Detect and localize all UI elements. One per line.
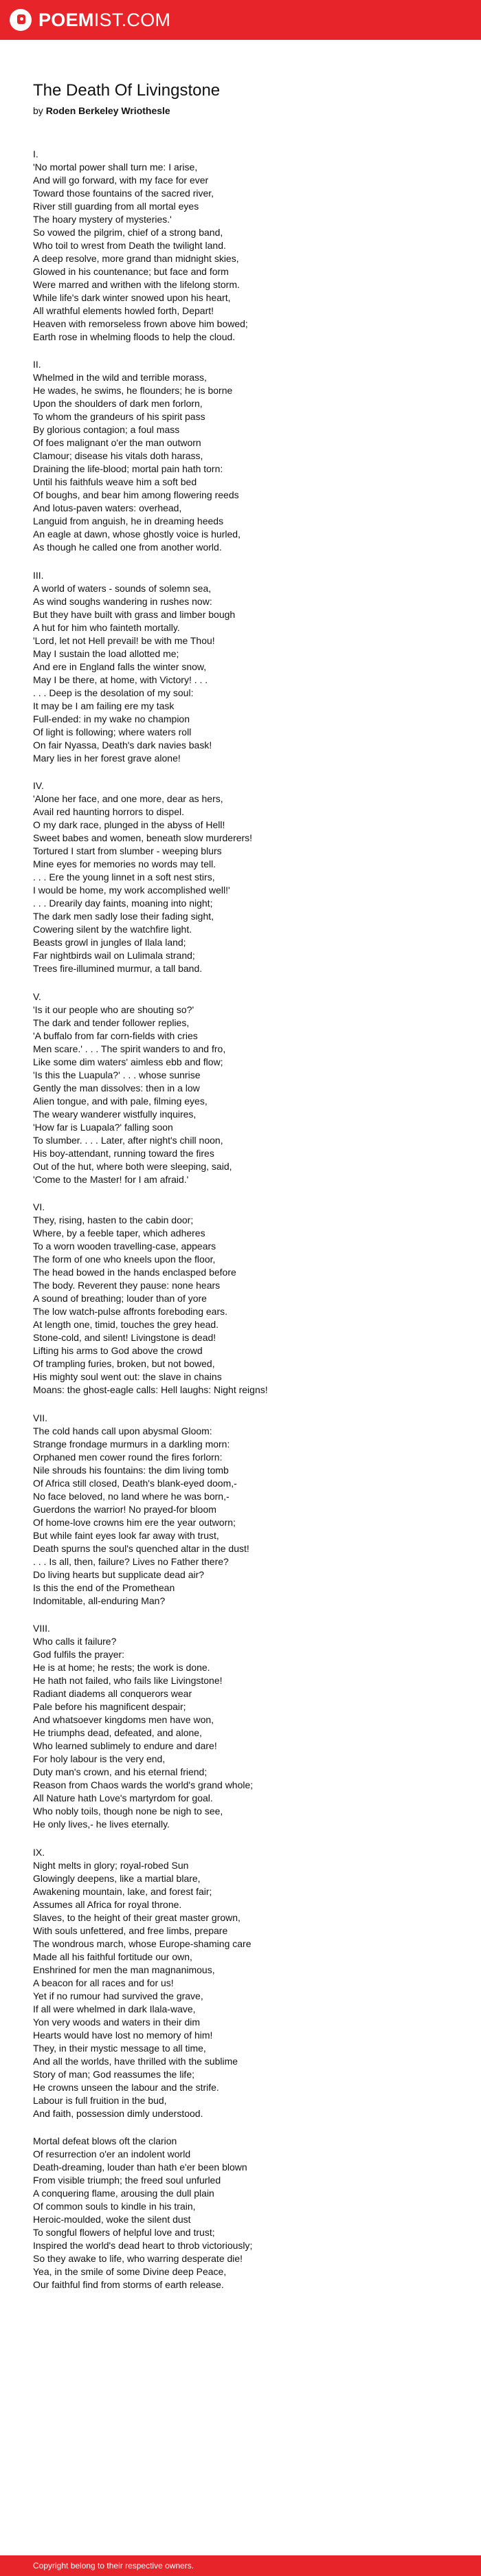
poem-line: For holy labour is the very end, — [33, 1753, 166, 1765]
stanza — [33, 779, 448, 975]
poem-line: And all the worlds, have thrilled with the sublime — [33, 2055, 238, 2067]
poem-line: So vowed the pilgrim, chief of a strong band, — [33, 226, 223, 238]
poem-line: As though he called one from another world. — [33, 542, 222, 553]
stanza-heading: VIII. — [33, 1623, 50, 1634]
poem-line: At length one, timid, touches the grey head. — [33, 1319, 219, 1331]
poem-line: He is at home; he rests; the work is done. — [33, 1662, 210, 1674]
poem-line: Of Africa still closed, Death's blank-eyed doom,- — [33, 1477, 237, 1489]
poem-line: Yet if no rumour had survived the grave, — [33, 1990, 203, 2001]
poem-line: Toward those fountains of the sacred river, — [33, 187, 214, 199]
poem-line: Until his faithfuls weave him a soft bed — [33, 476, 197, 488]
poem-line: No face beloved, no land where he was born,- — [33, 1490, 230, 1502]
poem-line: 'Alone her face, and one more, dear as hers, — [33, 793, 223, 805]
poem-line: But while faint eyes look far away with trust, — [33, 1529, 219, 1541]
poem-line: A deep resolve, more grand than midnight skies, — [33, 252, 239, 264]
poem-line: And ere in England falls the winter snow, — [33, 660, 207, 672]
stanza — [33, 1412, 448, 1608]
poem-line: Out of the hut, where both were sleeping, said, — [33, 1160, 232, 1172]
poem-line: It may be I am failing ere my task — [33, 700, 175, 711]
poem-line: Where, by a feeble taper, which adheres — [33, 1228, 205, 1239]
poem-line: May I be there, at home, with Victory! . . . — [33, 674, 208, 685]
poem-line: Enshrined for men the man magnanimous, — [33, 1964, 215, 1975]
poem-line: The hoary mystery of mysteries.' — [33, 213, 172, 225]
poem-line: Strange frondage murmurs in a darkling morn: — [33, 1438, 230, 1450]
poem-line: Heaven with remorseless frown above him bowed; — [33, 318, 248, 329]
poem-line: Full-ended: in my wake no champion — [33, 713, 190, 724]
poem-line: Night melts in glory; royal-robed Sun — [33, 1859, 189, 1871]
poem-line: Inspired the world's dead heart to throb victoriously; — [33, 2240, 253, 2252]
poem-line: Do living hearts but supplicate dead air? — [33, 1568, 205, 1580]
poem-line: Death-dreaming, louder than hath e'er been blown — [33, 2162, 247, 2173]
poem-line: To songful flowers of helpful love and trust; — [33, 2227, 215, 2239]
byline-prefix: by — [33, 104, 43, 116]
poem-line: . . . Ere the young linnet in a soft nest stirs, — [33, 871, 215, 883]
poem-line: 'How far is Luapala?' falling soon — [33, 1121, 173, 1133]
poem-line: Story of man; God reassumes the life; — [33, 2068, 194, 2080]
poem-line: They, rising, hasten to the cabin door; — [33, 1214, 194, 1226]
poem-line: Of home-love crowns him ere the year outworn; — [33, 1516, 236, 1528]
poem-line: All wrathful elements howled forth, Depart! — [33, 304, 214, 316]
poem-line: A world of waters - sounds of solemn sea, — [33, 582, 212, 594]
poem-line: The weary wanderer wistfully inquires, — [33, 1108, 197, 1120]
poem-line: Trees fire-illumined murmur, a tall band. — [33, 963, 203, 975]
poem-line: Of trampling furies, broken, but not bowed, — [33, 1358, 215, 1370]
poem-line: He wades, he swims, he flounders; he is borne — [33, 385, 233, 397]
poem-line: On fair Nyassa, Death's dark navies bask! — [33, 739, 212, 751]
poem-line: But they have built with grass and limber bough — [33, 608, 236, 620]
poem-line: I would be home, my work accomplished well!' — [33, 885, 230, 896]
poem-line: Radiant diadems all conquerors wear — [33, 1688, 192, 1700]
stanza — [33, 358, 448, 554]
poem-line: Stone-cold, and silent! Livingstone is dead! — [33, 1332, 216, 1344]
poem-line: To a worn wooden travelling-case, appears — [33, 1241, 216, 1252]
poem-line: Of common souls to kindle in his train, — [33, 2201, 196, 2212]
poem-line: Of boughs, and bear him among flowering reeds — [33, 489, 239, 501]
poem-line: Of light is following; where waters roll — [33, 726, 192, 737]
stanza-heading: IV. — [33, 780, 44, 792]
poem-line: The cold hands call upon abysmal Gloom: — [33, 1425, 212, 1436]
poem-line: Death spurns the soul's quenched altar in the dust! — [33, 1542, 249, 1554]
poem-line: Tortured I start from slumber - weeping blurs — [33, 845, 222, 857]
poem-line: May I sustain the load allotted me; — [33, 647, 179, 659]
poem-line: 'Come to the Master! for I am afraid.' — [33, 1173, 189, 1185]
poem-line: And whatsoever kingdoms men have won, — [33, 1714, 214, 1726]
poem-line: Heroic-moulded, woke the silent dust — [33, 2214, 191, 2225]
poem-line: Cowering silent by the watchfire light. — [33, 924, 192, 935]
poem-line: While life's dark winter snowed upon his heart, — [33, 291, 231, 303]
poem-line: And will go forward, with my face for ever — [33, 174, 209, 186]
poem-line: The form of one who kneels upon the floor, — [33, 1254, 216, 1265]
poem-line: His boy-attendant, running toward the fires — [33, 1147, 214, 1159]
poem-line: Duty man's crown, and his eternal friend; — [33, 1766, 208, 1778]
poem-line: And faith, possession dimly understood. — [33, 2107, 203, 2119]
poem-line: Yea, in the smile of some Divine deep Peace, — [33, 2266, 227, 2278]
stanza-heading: VII. — [33, 1412, 48, 1423]
poem-line: . . . Drearily day faints, moaning into night; — [33, 898, 213, 909]
poem-line: The low watch-pulse affronts foreboding ears. — [33, 1306, 228, 1318]
poem-line: They, in their mystic message to all time, — [33, 2042, 206, 2054]
poem-line: Whelmed in the wild and terrible morass, — [33, 372, 207, 384]
poem-line: Is this the end of the Promethean — [33, 1581, 175, 1593]
site-header — [0, 0, 481, 40]
poem-line: From visible triumph; the freed soul unfurled — [33, 2175, 221, 2186]
logo-icon — [10, 9, 32, 31]
site-footer — [0, 2555, 481, 2576]
poem-line: Orphaned men cower round the fires forlorn: — [33, 1451, 223, 1463]
poem-body — [33, 148, 448, 2292]
poem-line: All Nature hath Love's martyrdom for goal. — [33, 1792, 213, 1804]
stanza-heading: IX. — [33, 1846, 45, 1858]
poem-line: So they awake to life, who warring desperate die! — [33, 2253, 243, 2265]
poem-line: Languid from anguish, he in dreaming heeds — [33, 515, 224, 527]
poem-line: Sweet babes and women, beneath slow murderers! — [33, 832, 253, 844]
stanza — [33, 990, 448, 1186]
poem-line: Far nightbirds wail on Lulimala strand; — [33, 950, 195, 962]
stanza-heading: II. — [33, 359, 41, 370]
poem-line: And lotus-paven waters: overhead, — [33, 502, 182, 514]
poem-line: Our faithful find from storms of earth release. — [33, 2279, 224, 2291]
poem-line: He crowns unseen the labour and the strife. — [33, 2081, 219, 2093]
poem-line: Who toil to wrest from Death the twilight land. — [33, 239, 226, 251]
poem-line: 'A buffalo from far corn-fields with cries — [33, 1030, 198, 1041]
poem-line: Draining the life-blood; mortal pain hath torn: — [33, 463, 223, 475]
stanza — [33, 148, 448, 344]
poem-line: Hearts would have lost no memory of him! — [33, 2029, 213, 2041]
poem-line: Of foes malignant o'er the man outworn — [33, 437, 201, 449]
poem-line: To whom the grandeurs of his spirit pass — [33, 411, 205, 423]
poem-line: . . . Deep is the desolation of my soul: — [33, 687, 194, 698]
logo-text — [38, 11, 170, 30]
poem-line: 'No mortal power shall turn me: I arise, — [33, 161, 198, 173]
poem-line: Earth rose in whelming floods to help the cloud. — [33, 331, 236, 342]
poem-line: His mighty soul went out: the slave in chains — [33, 1371, 222, 1383]
poem-content — [0, 40, 481, 2291]
poem-line: Moans: the ghost-eagle calls: Hell laughs: Night reigns! — [33, 1384, 268, 1396]
poem-line: Lifting his arms to God above the crowd — [33, 1345, 203, 1357]
poem-line: Guerdons the warrior! No prayed-for bloom — [33, 1503, 216, 1515]
poem-line: God fulfils the prayer: — [33, 1649, 125, 1661]
poem-line: Mary lies in her forest grave alone! — [33, 752, 181, 764]
poem-byline — [33, 105, 448, 116]
poem-line: Of resurrection o'er an indolent world — [33, 2148, 191, 2160]
poem-line: Made all his faithful fortitude our own, — [33, 1951, 192, 1962]
poem-line: A hut for him who fainteth mortally. — [33, 621, 180, 633]
poem-line: Slaves, to the height of their great master grown, — [33, 1911, 240, 1923]
poem-line: . . . Is all, then, failure? Lives no Father there? — [33, 1555, 229, 1567]
poem-line: Like some dim waters' aimless ebb and flow; — [33, 1056, 223, 1067]
poem-line: With souls unfettered, and free limbs, prepare — [33, 1924, 228, 1936]
stanza — [33, 1622, 448, 1831]
stanza — [33, 2135, 448, 2291]
poem-line: River still guarding from all mortal eyes — [33, 200, 199, 212]
poem-line: O my dark race, plunged in the abyss of Hell! — [33, 819, 225, 831]
stanza-heading: III. — [33, 569, 44, 581]
poem-line: He triumphs dead, defeated, and alone, — [33, 1727, 202, 1739]
poem-line: Pale before his magnificent despair; — [33, 1701, 186, 1713]
poem-line: Mortal defeat blows oft the clarion — [33, 2135, 177, 2147]
poem-line: The body. Reverent they pause: none hears — [33, 1280, 221, 1291]
poem-line: The head bowed in the hands enclasped before — [33, 1267, 236, 1278]
poem-line: To slumber. . . . Later, after night's chill noon, — [33, 1134, 223, 1146]
poem-line: Avail red haunting horrors to dispel. — [33, 806, 184, 818]
poem-line: The wondrous march, whose Europe-shaming care — [33, 1937, 251, 1949]
poem-line: Nile shrouds his fountains: the dim living tomb — [33, 1464, 229, 1476]
stanza — [33, 1201, 448, 1397]
stanza — [33, 1846, 448, 2120]
poem-line: Beasts growl in jungles of Ilala land; — [33, 937, 186, 948]
stanza-heading: VI. — [33, 1201, 45, 1213]
poem-line: Awakening mountain, lake, and forest fair; — [33, 1885, 212, 1897]
poem-line: 'Is this the Luapula?' . . . whose sunrise — [33, 1069, 201, 1080]
poem-line: Mine eyes for memories no words may tell. — [33, 858, 216, 870]
poem-line: A sound of breathing; louder than of yore — [33, 1293, 207, 1304]
poem-line: Who nobly toils, though none be nigh to see, — [33, 1806, 223, 1817]
poem-line: Who calls it failure? — [33, 1636, 117, 1647]
poem-line: 'Lord, let not Hell prevail! be with me Thou! — [33, 634, 215, 646]
poem-line: If all were whelmed in dark Ilala-wave, — [33, 2003, 196, 2014]
author-link[interactable]: Roden Berkeley Wriothesle — [45, 104, 170, 116]
poem-line: He hath not failed, who fails like Livingstone! — [33, 1675, 223, 1687]
poem-line: By glorious contagion; a foul mass — [33, 424, 180, 436]
poem-line: As wind soughs wandering in rushes now: — [33, 595, 212, 607]
poem-line: Assumes all Africa for royal throne. — [33, 1898, 182, 1910]
poem-line: Indomitable, all-enduring Man? — [33, 1595, 166, 1606]
poem-line: Gently the man dissolves: then in a low — [33, 1082, 200, 1093]
logo-text-bold: POEM — [38, 9, 94, 30]
poem-line: 'Is it our people who are shouting so?' — [33, 1003, 194, 1015]
poem-line: Labour is full fruition in the bud, — [33, 2094, 167, 2106]
stanza-heading: I. — [33, 148, 38, 159]
poem-line: An eagle at dawn, whose ghostly voice is hurled, — [33, 529, 240, 540]
poem-line: Clamour; disease his vitals doth harass, — [33, 450, 203, 462]
poem-line: He only lives,- he lives eternally. — [33, 1819, 170, 1830]
logo-text-light: IST.COM — [93, 9, 171, 30]
poem-line: Men scare.' . . . The spirit wanders to and fro, — [33, 1043, 226, 1054]
poem-line: Yon very woods and waters in their dim — [33, 2016, 201, 2028]
poem-line: The dark and tender follower replies, — [33, 1017, 190, 1028]
copyright-text: Copyright belong to their respective owners. — [33, 2561, 194, 2571]
stanza-heading: V. — [33, 990, 41, 1002]
poem-line: Alien tongue, and with pale, filming eyes, — [33, 1095, 208, 1107]
poem-line: A conquering flame, arousing the dull plain — [33, 2188, 214, 2199]
stanza — [33, 569, 448, 765]
poem-title: The Death Of Livingstone — [33, 81, 221, 100]
site-logo-link[interactable] — [10, 9, 170, 31]
poem-line: Reason from Chaos wards the world's grand whole; — [33, 1779, 254, 1791]
poem-line: Glowingly deepens, like a martial blare, — [33, 1872, 201, 1884]
poem-line: Glowed in his countenance; but face and form — [33, 265, 229, 277]
poem-line: Upon the shoulders of dark men forlorn, — [33, 398, 203, 410]
poem-line: Were marred and writhen with the lifelong storm. — [33, 278, 240, 290]
poem-line: The dark men sadly lose their fading sight, — [33, 911, 214, 922]
poem-line: Who learned sublimely to endure and dare! — [33, 1740, 217, 1752]
poem-line: A beacon for all races and for us! — [33, 1977, 174, 1988]
